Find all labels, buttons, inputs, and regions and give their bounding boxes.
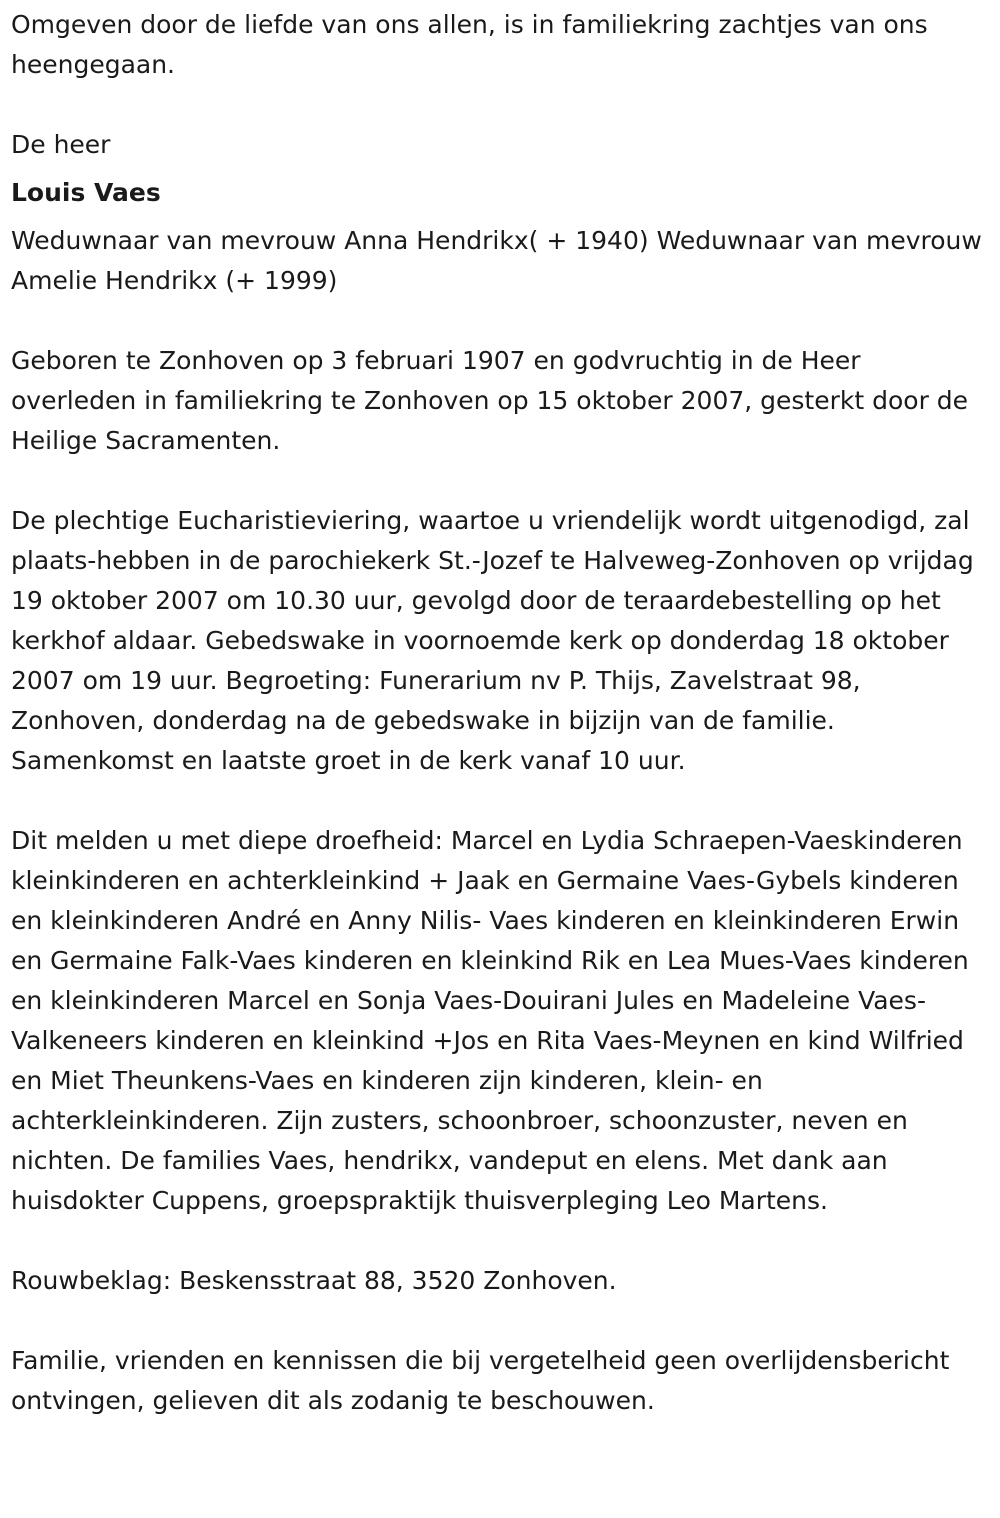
widower-text: Weduwnaar van mevrouw Anna Hendrikx( + 1940) Weduwnaar van mevrouw Amelie Hendrikx (+ 1999) — [11, 226, 982, 295]
honorific: De heer — [11, 130, 111, 159]
deceased-name: Louis Vaes — [11, 178, 161, 207]
birth-death-text: Geboren te Zonhoven op 3 februari 1907 en godvruchtig in de Heer overleden in familiekring te Zonhoven op 15 oktober 2007, gesterkt door de Heilige Sacramenten. — [11, 346, 969, 455]
closing-text: Familie, vrienden en kennissen die bij vergetelheid geen overlijdensbericht ontvingen, gelieven dit als zodanig te beschouwen. — [11, 1346, 950, 1415]
ceremony-text: De plechtige Eucharistieviering, waartoe u vriendelijk wordt uitgenodigd, zal plaats-hebben in de parochiekerk St.-Jozef te Halveweg-Zonhoven op vrijdag 19 oktober 2007 om 10.30 uur, gevolgd door de teraardebestelling op het kerkhof aldaar. Gebedswake in voornoemde kerk op donderdag 18 oktober 2007 om 19 uur. Begroeting: Funerarium nv P. Thijs, Zavelstraat 98, Zonhoven, donderdag na de gebedswake in bijzijn van de familie. Samenkomst en laatste groet in de kerk vanaf 10 uur. — [11, 506, 974, 775]
condolence-address: Rouwbeklag: Beskensstraat 88, 3520 Zonhoven. — [11, 1266, 617, 1295]
family-text: Dit melden u met diepe droefheid: Marcel en Lydia Schraepen-Vaeskinderen kleinkinderen en achterkleinkind + Jaak en Germaine Vaes-Gybels kinderen en kleinkinderen André en Anny Nilis- Vaes kinderen en kleinkinderen Erwin en Germaine Falk-Vaes kinderen en kleinkind Rik en Lea Mues-Vaes kinderen en kleinkinderen Marcel en Sonja Vaes-Douirani Jules en Madeleine Vaes-Valkeneers kinderen en kleinkind +Jos en Rita Vaes-Meynen en kind Wilfried en Miet Theunkens-Vaes en kinderen zijn kinderen, klein- en achterkleinkinderen. Zijn zusters, schoonbroer, schoonzuster, neven en nichten. De families Vaes, hendrikx, vandeput en elens. Met dank aan huisdokter Cuppens, groepspraktijk thuisverpleging Leo Martens. — [11, 826, 969, 1215]
intro-text: Omgeven door de liefde van ons allen, is in familiekring zachtjes van ons heengegaan. — [11, 10, 928, 79]
